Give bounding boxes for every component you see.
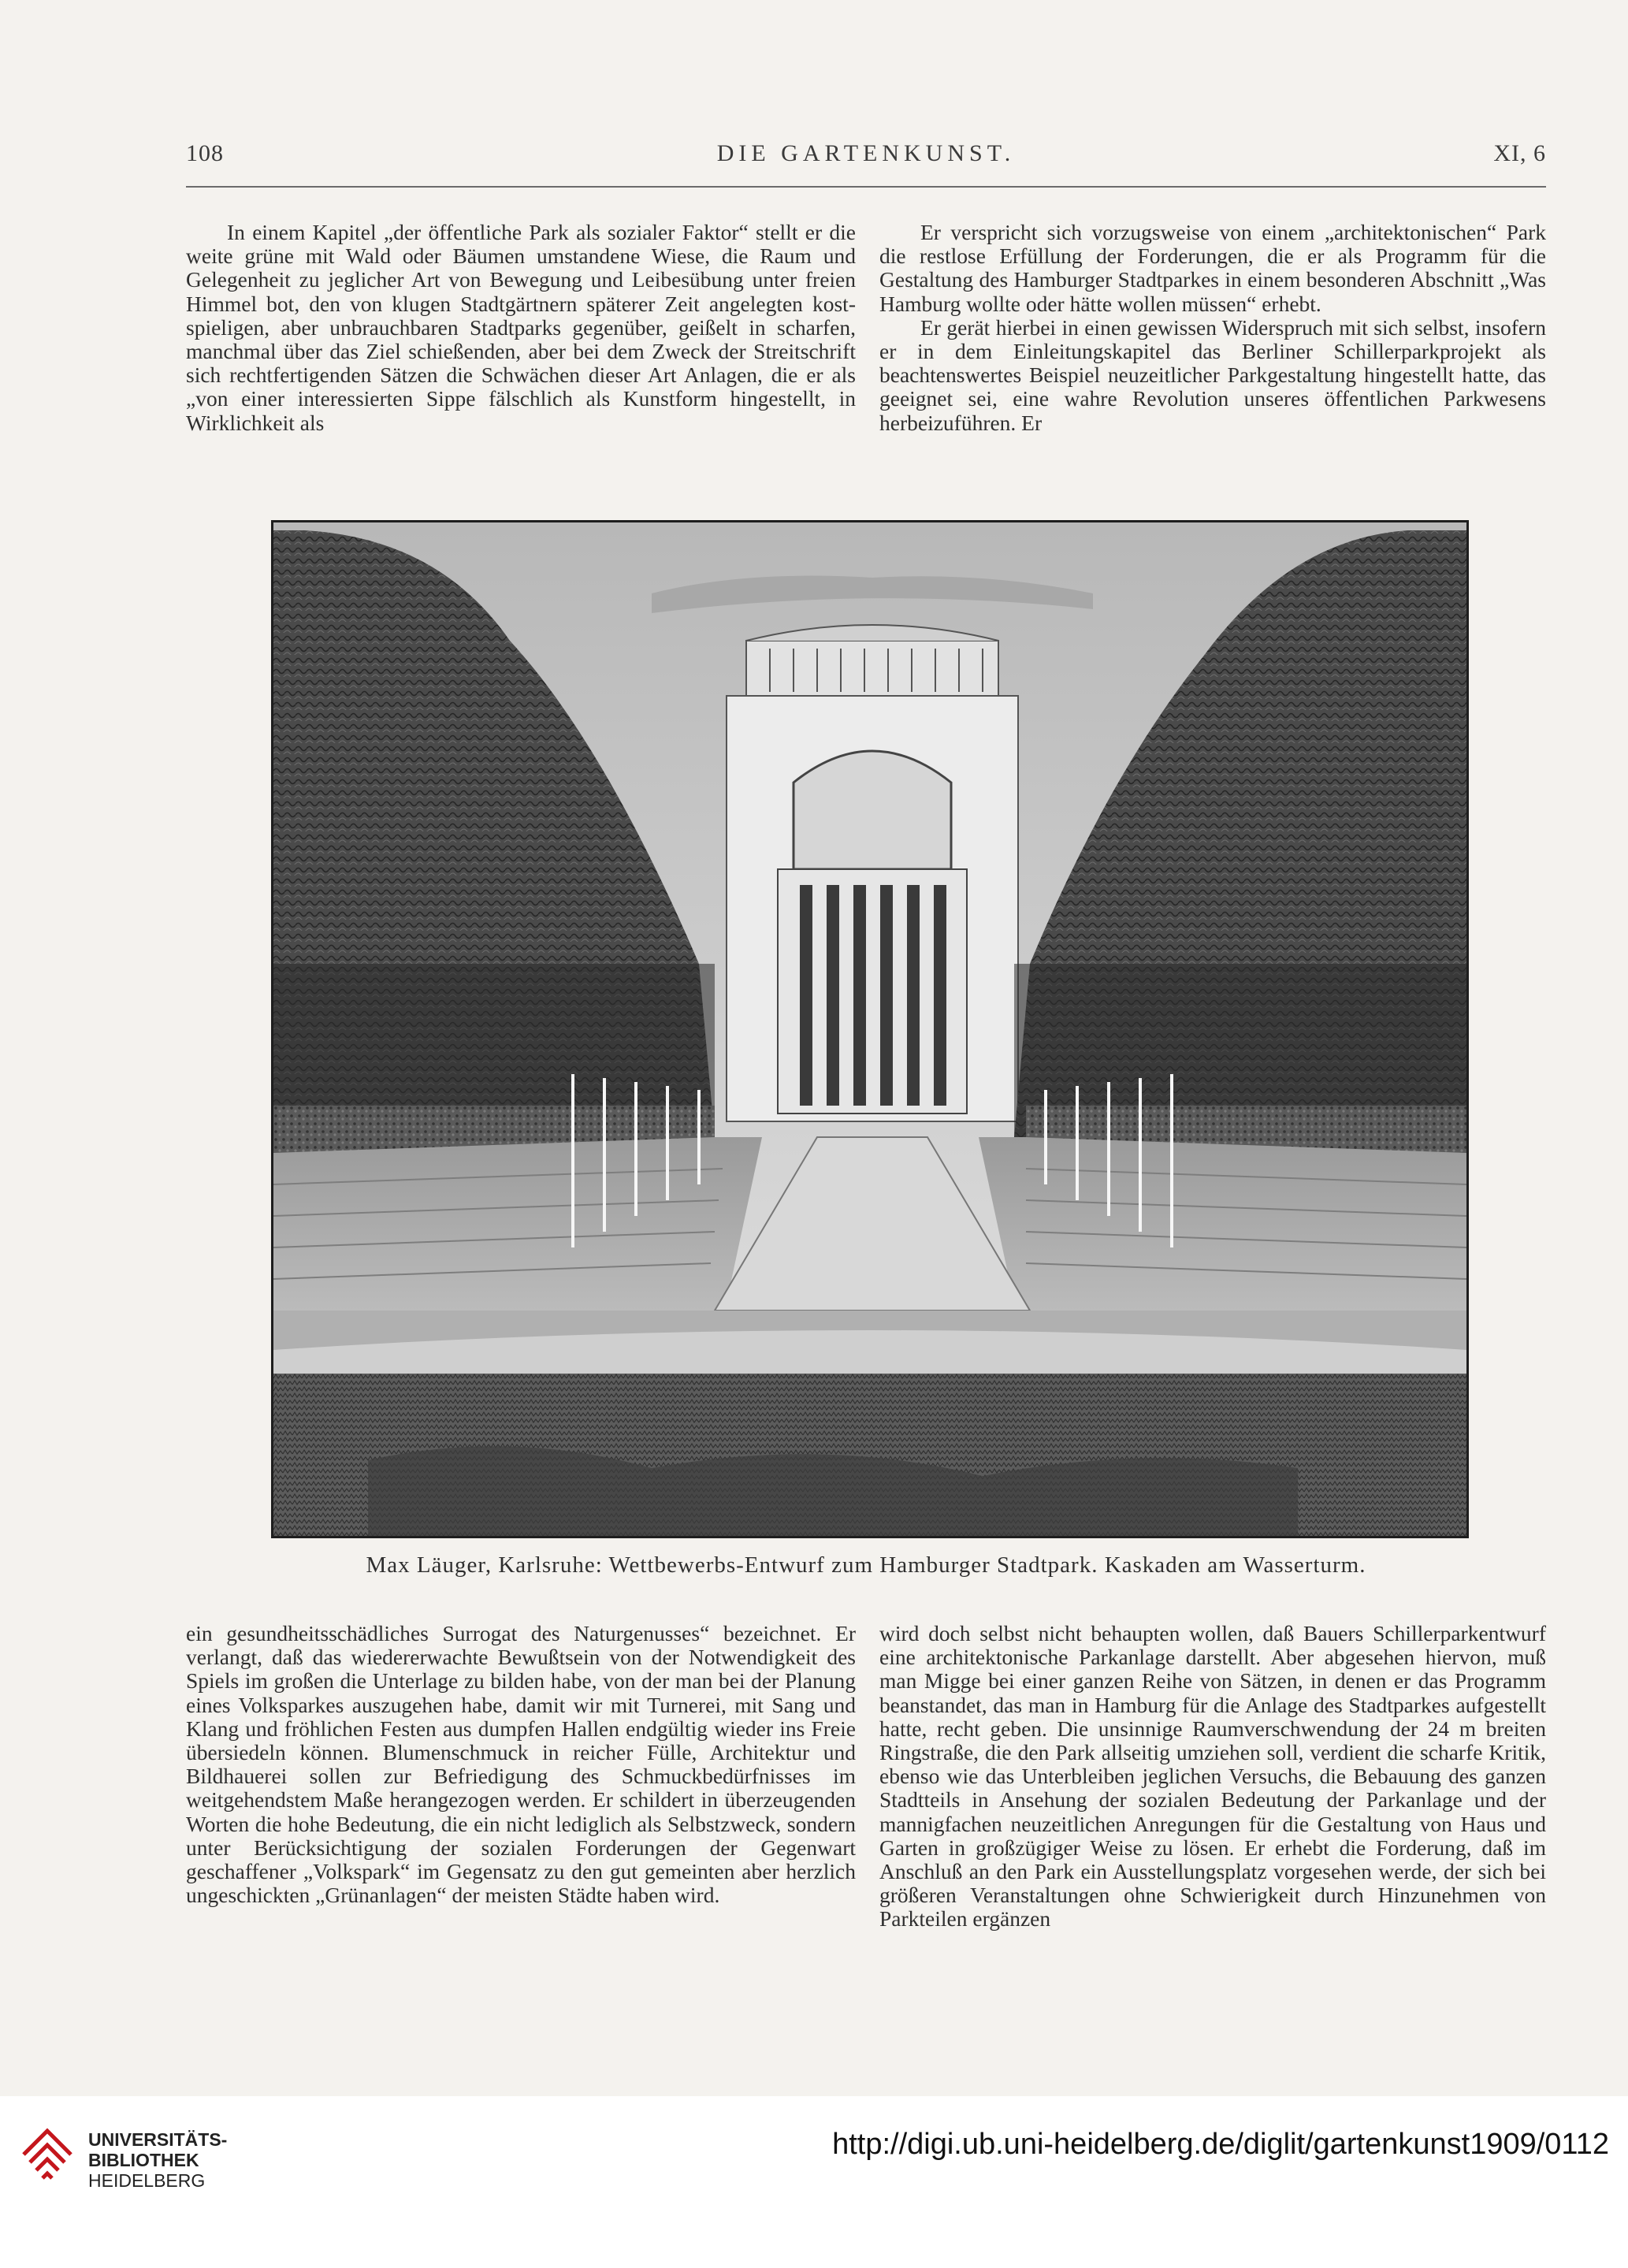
paragraph: Er verspricht sich vorzugsweise von einem „architektonischen“ Park die restlose Erfüllung der Forderungen, die er als Programm für die Gestaltung des Hamburger Stadtparkes in einem besonderen Abschnitt „Was Hamburg wollte oder hätte wollen müssen“ erhebt. bbox=[879, 220, 1546, 316]
library-line: HEIDELBERG bbox=[88, 2170, 206, 2191]
paragraph: Er gerät hierbei in einen gewissen Widerspruch mit sich selbst, insofern er in dem Einleitungskapitel das Berliner Schillerparkprojekt als beachtenswertes Beispiel neuzeitlicher Parkgestaltung hingestellt hatte, das geeignet sei, eine wahre Revolution unseres öffentlichen Parkwesens herbeizuführen. Er bbox=[879, 314, 1546, 435]
engraving-drawing bbox=[273, 522, 1466, 1536]
column-bottom-left bbox=[186, 1622, 856, 1907]
column-top-right bbox=[879, 221, 1546, 435]
library-logo-icon bbox=[16, 2123, 79, 2186]
page-number: 108 bbox=[186, 140, 224, 166]
digitization-footer bbox=[0, 2096, 1628, 2268]
library-line: BIBLIOTHEK bbox=[88, 2150, 199, 2170]
library-line: UNIVERSITÄTS- bbox=[88, 2129, 228, 2150]
column-top-left bbox=[186, 221, 856, 435]
paragraph: ein gesundheitsschädliches Surrogat des Naturgenusses“ bezeichnet. Er verlangt, daß das wiedererwachte Bewußtsein von der Notwendigkeit des Spiels im großen die Unterlage zu bilden habe, von der man bei der Planung eines Volksparkes auszugehen habe, damit wir mit Turnerei, mit Sang und Klang und fröhlichen Festen aus dumpfen Hallen endgültig wieder ins Freie übersiedeln können. Blumenschmuck in reicher Fülle, Architektur und Bildhauerei sollen zur Befriedigung des Schmuckbedürfnisses im weitgehendstem Maße herangezogen werden. Er schildert in überzeugenden Worten die hohe Bedeutung, die ein nicht lediglich als Selbstzweck, sondern unter Berücksichtigung der sozialen Forderungen der Gegenwart geschaffener „Volkspark“ im Gegensatz zu den gut gemeinten aber herzlich ungeschickten „Grünanlagen“ der meisten Städte haben wird. bbox=[186, 1621, 856, 1908]
library-name bbox=[88, 2129, 227, 2191]
column-bottom-right bbox=[879, 1622, 1546, 1932]
figure-caption: Max Läuger, Karlsruhe: Wettbewerbs-Entwurf zum Hamburger Stadtpark. Kaskaden am Wasserturm. bbox=[366, 1552, 1366, 1578]
water-tower bbox=[727, 625, 1018, 1121]
issue-number: XI, 6 bbox=[1493, 140, 1546, 166]
paragraph: In einem Kapitel „der öffentliche Park als sozialer Faktor“ stellt er die weite grüne mit Wald oder Bäumen umstandene Wiese, die Raum und Gelegenheit zu jeglicher Art von Bewegung und Leibesübung unter freien Himmel bot, den von klugen Stadtgärtnern späterer Zeit angelegten kostspieligen, aber unbrauchbaren Stadtparks gegenüber, geißelt in scharfen, manchmal über das Ziel schießenden, aber bei dem Zweck der Streitschrift sich rechtfertigenden Sätzen die Schwächen dieser Art Anlagen, die er als „von einer interessierten Sippe fälschlich als Kunstform hingestellt, in Wirklichkeit als bbox=[186, 220, 856, 435]
journal-title: DIE GARTENKUNST. bbox=[716, 140, 1016, 166]
permalink-url[interactable]: http://digi.ub.uni-heidelberg.de/diglit/gartenkunst1909/0112 bbox=[832, 2128, 1609, 2161]
running-head bbox=[186, 140, 1546, 175]
illustration-cascades-water-tower bbox=[271, 520, 1469, 1538]
paragraph: wird doch selbst nicht behaupten wollen, daß Bauers Schillerparkentwurf eine architektonische Parkanlage darstellt. Aber abgesehen hiervon, muß man Migge bei einer ganzen Reihe von Sätzen, in denen er das Programm beanstandet, das man in Hamburg für die Anlage des Stadtparkes aufgestellt hatte, recht geben. Die unsinnige Raumverschwendung der 24 m breiten Ringstraße, die den Park allseitig umziehen soll, verdient die scharfe Kritik, ebenso wie das Unterbleiben jeglichen Versuchs, die Bebauung des ganzen Stadtteils in Ansehung der sozialen Bedeutung der Parkanlage und der mannigfachen neuzeitlichen Anregungen für die Gestaltung von Haus und Garten in großzügiger Weise zu lösen. Er erhebt die Forderung, daß im Anschluß an den Park ein Ausstellungsplatz vorgesehen werde, der sich bei größeren Veranstaltungen ohne Schwierigkeit durch Hinzunehmen von Parkteilen ergänzen bbox=[879, 1621, 1546, 1932]
header-rule bbox=[186, 186, 1546, 188]
